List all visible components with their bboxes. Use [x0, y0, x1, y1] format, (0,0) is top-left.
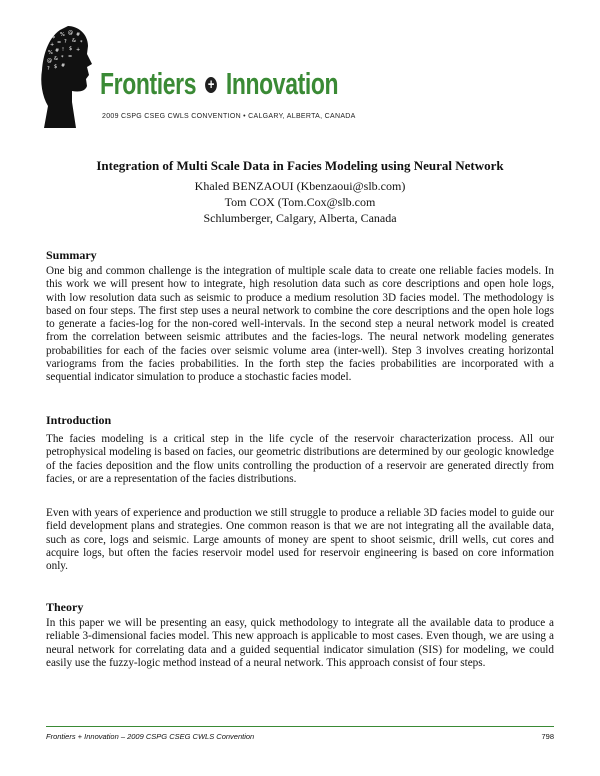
plus-icon: + [205, 77, 217, 93]
introduction-paragraph-1: The facies modeling is a critical step in the life cycle of the reservoir characterization process. All our petrophysical modeling is based on facies, our geometric distributions are determined by our geologic knowledge of the facies deposition and the flow units controlling the production of a reservoir are generated directly from facies, or are a representation of the facies distributions. [46, 433, 554, 485]
brand-title-part1: Frontiers [100, 66, 197, 101]
svg-text:*: * [80, 40, 83, 46]
footer-divider [46, 726, 554, 727]
svg-text:?: ? [64, 39, 67, 45]
theory-paragraph: In this paper we will be presenting an easy, quick methodology to integrate all the available data to produce a reliable 3-dimensional facies model. This new approach is applicable to most cases. Even though, we are using a neural network for correlating data and a guided sequential indicator simulation (SIS) for modeling, we could easily use the fuzzy-logic method instead of a neural network. This approach consist of four steps. [46, 617, 554, 669]
svg-text:?: ? [47, 66, 50, 72]
page-number: 798 [541, 732, 554, 741]
svg-text:=: = [68, 54, 73, 60]
svg-text:#: # [55, 48, 60, 54]
svg-text:$: $ [69, 46, 73, 52]
svg-text:+: + [50, 42, 55, 48]
author-line-1: Khaled BENZAOUI (Kbenzaoui@slb.com) [194, 179, 406, 193]
introduction-paragraph-2: Even with years of experience and production we still struggle to produce a reliable 3D facies model to guide our field development plans and strategies. One common reason is that we are not integrating all the available data, such as core, logs and seismic. Large amounts of money are spent to shoot seismic, drill wells, cut cores and acquire logs, but often the facies reservoir model used for reservoir engineering is based on core information only. [46, 507, 554, 573]
svg-text:@: @ [47, 58, 52, 64]
svg-text:&: & [72, 38, 76, 44]
svg-text:$: $ [52, 34, 56, 40]
summary-paragraph: One big and common challenge is the integration of multiple scale data to create one reliable facies models. In this work we will present how to integrate, high resolution data such as core descriptions and open hole logs, with low resolution data such as seismic to produce a medium resolution 3D facies model. The methodology is based on four steps. The first step uses a neural network to combine the core descriptions and the open hole logs to generate a facies-log for the non-cored well-intervals. In the second step a neural network model is created from the correlation between seismic attributes and the facies-logs. The neural network modeling generates probabilities for each of the facies over seismic volume area (inter-well). Step 3 involves creating horizontal variograms from the facies probabilities. In the forth step the facies probabilities are incorporated with a sequential indicator simulation to produce a stochastic facies model. [46, 265, 554, 384]
svg-text:#: # [76, 32, 81, 38]
svg-text:*: * [61, 55, 64, 61]
convention-subtitle: 2009 CSPG CSEG CWLS CONVENTION • CALGARY, ALBERTA, CANADA [102, 113, 356, 120]
footer-citation: Frontiers + Innovation – 2009 CSPG CSEG CWLS Convention [46, 732, 255, 741]
theory-heading: Theory [46, 600, 84, 614]
svg-text:&: & [54, 56, 58, 62]
author-line-2: Tom COX (Tom.Cox@slb.com [224, 195, 376, 209]
svg-text:+: + [76, 47, 81, 53]
affiliation-line: Schlumberger, Calgary, Alberta, Canada [203, 211, 397, 225]
svg-text:!: ! [62, 47, 65, 53]
introduction-heading: Introduction [46, 413, 112, 427]
svg-text:#: # [61, 63, 66, 69]
svg-text:@: @ [68, 30, 73, 36]
svg-text:%: % [48, 50, 53, 56]
svg-text:=: = [57, 40, 62, 46]
brand-title-part2: Innovation [225, 66, 339, 101]
brand-title [100, 66, 338, 102]
svg-text:%: % [60, 32, 65, 38]
paper-title: Integration of Multi Scale Data in Facies Modeling using Neural Network [96, 158, 504, 173]
profile-head-with-symbols-icon [38, 20, 94, 130]
summary-heading: Summary [46, 248, 97, 262]
svg-text:$: $ [54, 64, 58, 70]
